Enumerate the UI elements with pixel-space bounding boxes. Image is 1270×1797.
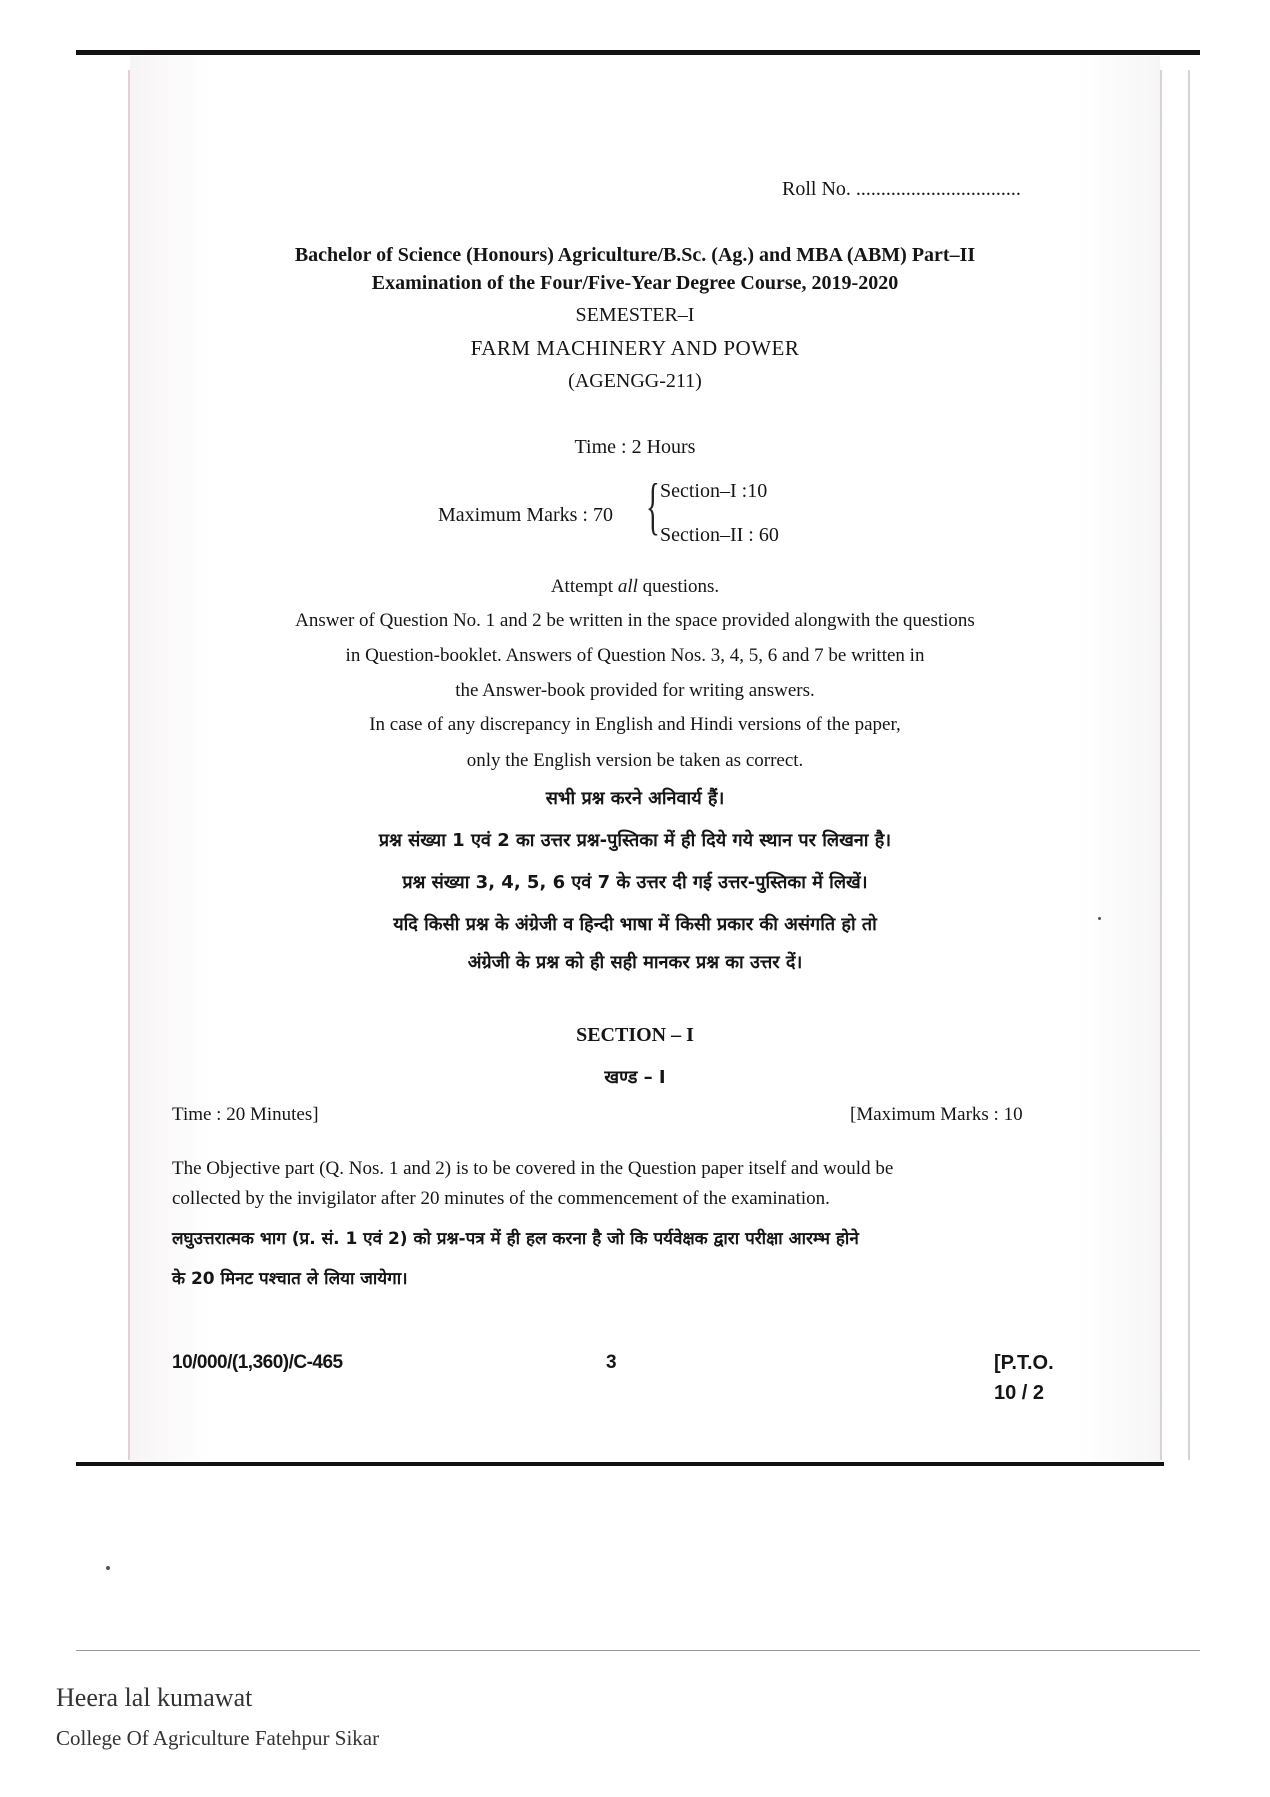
credit-name: Heera lal kumawat bbox=[56, 1683, 253, 1712]
footer-divider bbox=[76, 1650, 1200, 1651]
instruction-attempt-all: Attempt all questions. bbox=[550, 576, 720, 597]
marks-brace: { bbox=[646, 470, 660, 541]
hindi-instruction: यदि किसी प्रश्न के अंग्रेजी व हिन्दी भाषा में किसी प्रकार की असंगति हो तो bbox=[393, 914, 877, 935]
instruction-line: In case of any discrepancy in English and Hindi versions of the paper, bbox=[369, 714, 901, 735]
exam-time: Time : 2 Hours bbox=[574, 436, 696, 458]
maximum-marks: Maximum Marks : 70 bbox=[438, 504, 613, 526]
section-2-marks: Section–II : 60 bbox=[660, 524, 779, 546]
objective-note-hi: के 20 मिनट पश्चात ले लिया जायेगा। bbox=[172, 1269, 408, 1289]
instruction-line: in Question-booklet. Answers of Question Nos. 3, 4, 5, 6 and 7 be written in bbox=[345, 645, 925, 666]
hindi-instruction: अंग्रेजी के प्रश्न को ही सही मानकर प्रश्न का उत्तर दें। bbox=[467, 952, 803, 973]
top-rule bbox=[76, 50, 1200, 55]
course-code: (AGENGG-211) bbox=[568, 370, 702, 392]
exam-title-line-1: Bachelor of Science (Honours) Agriculture/B.Sc. (Ag.) and MBA (ABM) Part–II bbox=[294, 244, 976, 266]
pto-page-ref: 10 / 2 bbox=[994, 1382, 1045, 1404]
objective-note-hi: लघुउत्तरात्मक भाग (प्र. सं. 1 एवं 2) को प्रश्न-पत्र में ही हल करना है जो कि पर्यवेक्षक द्वारा परीक्षा आरम्भ होने bbox=[172, 1229, 859, 1249]
subject-title: FARM MACHINERY AND POWER bbox=[470, 336, 800, 360]
hindi-instruction: प्रश्न संख्या 3, 4, 5, 6 एवं 7 के उत्तर दी गई उत्तर-पुस्तिका में लिखें। bbox=[402, 872, 868, 893]
instruction-line: the Answer-book provided for writing answers. bbox=[455, 680, 815, 701]
objective-note-en: The Objective part (Q. Nos. 1 and 2) is to be covered in the Question paper itself and would be bbox=[172, 1158, 894, 1179]
section-max-marks: [Maximum Marks : 10 bbox=[850, 1104, 1023, 1125]
semester: SEMESTER–I bbox=[575, 304, 695, 326]
credit-college: College Of Agriculture Fatehpur Sikar bbox=[56, 1726, 380, 1750]
roll-number: Roll No. ................................. bbox=[782, 178, 1021, 200]
scan-speck bbox=[1098, 917, 1101, 920]
exam-title-line-2: Examination of the Four/Five-Year Degree Course, 2019-2020 bbox=[371, 272, 899, 294]
paper-code: 10/000/(1,360)/C-465 bbox=[172, 1352, 343, 1373]
hindi-instruction: प्रश्न संख्या 1 एवं 2 का उत्तर प्रश्न-पुस्तिका में ही दिये गये स्थान पर लिखना है। bbox=[378, 830, 892, 851]
paper-right-edge-outer bbox=[1188, 70, 1190, 1460]
instruction-line: only the English version be taken as correct. bbox=[466, 750, 804, 771]
paper-left-edge bbox=[128, 70, 130, 1460]
section-1-marks: Section–I :10 bbox=[660, 480, 768, 502]
paper-right-edge bbox=[1160, 70, 1162, 1460]
section-time: Time : 20 Minutes] bbox=[172, 1104, 319, 1125]
hindi-instruction: सभी प्रश्न करने अनिवार्य हैं। bbox=[545, 788, 725, 809]
emphasis-all: all bbox=[617, 576, 638, 597]
objective-note-en: collected by the invigilator after 20 minutes of the commencement of the examination. bbox=[172, 1188, 830, 1209]
pto-note: [P.T.O. bbox=[994, 1352, 1054, 1374]
section-heading: SECTION – I bbox=[576, 1024, 694, 1046]
scan-speck bbox=[106, 1566, 110, 1570]
section-heading-hindi: खण्ड – I bbox=[604, 1067, 666, 1088]
instruction-line: Answer of Question No. 1 and 2 be written in the space provided alongwith the questions bbox=[295, 610, 975, 631]
bottom-rule bbox=[76, 1462, 1164, 1466]
page-number: 3 bbox=[606, 1352, 617, 1373]
